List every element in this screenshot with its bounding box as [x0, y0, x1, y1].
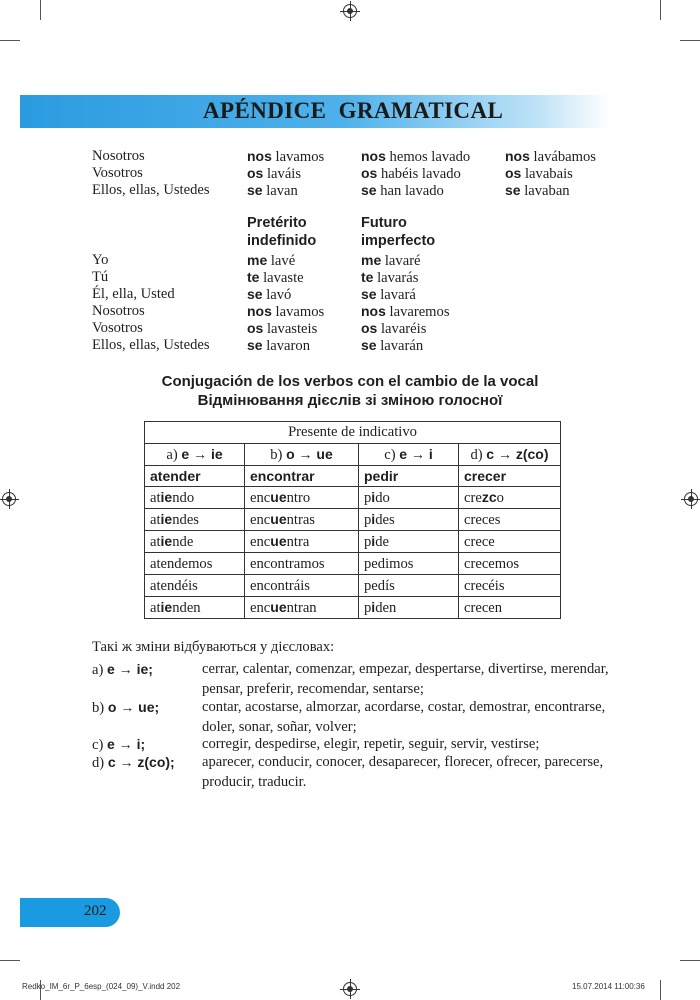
form-part: at — [150, 600, 161, 617]
verb-form: hemos lavado — [385, 149, 471, 165]
verb-form: lavabais — [521, 166, 573, 182]
tense-header-futuro — [361, 214, 435, 250]
verb-form: lavamos — [271, 149, 325, 165]
conjugated-form — [459, 509, 561, 531]
verb-form: lavaremos — [385, 304, 450, 320]
infinitive: pedir — [359, 465, 459, 487]
conjugated-form — [145, 597, 245, 619]
pronoun: os — [361, 165, 378, 181]
form-part: o — [496, 490, 504, 507]
form-part: p — [364, 512, 372, 529]
table-row — [145, 531, 561, 553]
verb-form: lavábamos — [529, 149, 596, 165]
registration-mark-icon — [343, 4, 357, 18]
pronoun: se — [247, 182, 263, 198]
pronoun: me — [247, 252, 268, 268]
verb-form: lavó — [262, 287, 292, 303]
form-part: p — [364, 490, 372, 507]
pronoun: me — [361, 252, 382, 268]
form-part: enc — [250, 512, 271, 529]
pronoun: os — [247, 320, 264, 336]
stem-change: ue — [270, 599, 287, 616]
form-part: encontráis — [250, 578, 310, 595]
conjugation-body — [145, 487, 561, 619]
conjugated-form — [359, 509, 459, 531]
form-part: den — [375, 600, 397, 617]
crop-mark-top-right — [660, 0, 661, 20]
note-letter: b) — [92, 700, 108, 716]
tense-header-line: Futuro — [361, 215, 407, 231]
note-change: e → i; — [107, 736, 146, 752]
form-part: at — [150, 512, 161, 529]
pronoun: nos — [361, 148, 386, 164]
form-part: nde — [172, 534, 194, 551]
header-label: d) — [470, 446, 487, 463]
form-part: de — [375, 534, 389, 551]
notes-intro: Такі ж зміни відбуваються у дієсловах: — [92, 639, 335, 655]
column-header — [245, 443, 359, 465]
form-part: enc — [250, 490, 271, 507]
header-change: c → z(co) — [486, 445, 549, 462]
stem-change: i — [371, 533, 376, 550]
table-caption: Presente de indicativo — [145, 422, 561, 444]
note-verbs: corregir, despedirse, elegir, repetir, seguir, servir, vestirse; — [202, 736, 540, 752]
person: Nosotros — [92, 148, 145, 164]
note-letter: a) — [92, 662, 107, 678]
stem-change: ie — [160, 533, 173, 550]
conjugated-form — [245, 531, 359, 553]
conjugated-form — [459, 531, 561, 553]
footer-file: Redko_IM_6r_P_6esp_(024_09)_V.indd 202 — [22, 982, 181, 991]
column-header — [459, 443, 561, 465]
conjugated-form — [359, 575, 459, 597]
conjugated-form — [245, 487, 359, 509]
person: Tú — [92, 269, 109, 285]
form-part: cre — [464, 490, 482, 507]
pronoun: os — [361, 320, 378, 336]
table-caption-row — [145, 422, 561, 444]
conjugated-form — [459, 597, 561, 619]
header-change: e → i — [399, 445, 433, 462]
infinitive: encontrar — [245, 465, 359, 487]
form-part: enc — [250, 600, 271, 617]
form-part: nden — [172, 600, 201, 617]
stem-change: ie — [160, 489, 173, 506]
verb-form: lavé — [267, 253, 296, 269]
note-letter: d) — [92, 755, 108, 771]
verb-form: lavaron — [262, 338, 310, 354]
pronoun: se — [247, 337, 263, 353]
form-part: ndo — [172, 490, 195, 507]
conjugated-form — [359, 487, 459, 509]
form-part: atendéis — [150, 578, 198, 595]
form-part: crecemos — [464, 556, 520, 573]
form-part: enc — [250, 534, 271, 551]
note-verbs: contar, acostarse, almorzar, acordarse, costar, demostrar, encontrarse, doler, sonar, soñar, volver; — [202, 699, 606, 735]
stem-change: zc — [481, 489, 497, 506]
form-part: ntran — [286, 600, 317, 617]
form-part: pedimos — [364, 556, 414, 573]
form-part: ndes — [172, 512, 199, 529]
form-part: crecen — [464, 600, 503, 617]
pronoun: se — [505, 182, 521, 198]
pronoun: nos — [361, 303, 386, 319]
form-part: creces — [464, 512, 501, 529]
person: Ellos, ellas, Ustedes — [92, 337, 210, 353]
stem-change: ie — [160, 511, 173, 528]
conjugation-table — [144, 421, 561, 619]
note-letter: c) — [92, 737, 107, 753]
note-label — [92, 660, 153, 681]
header-label: a) — [166, 446, 182, 463]
form-part: pedís — [364, 578, 395, 595]
verb-form: lavaréis — [377, 321, 427, 337]
form-part: encontramos — [250, 556, 325, 573]
crop-mark-top-right-h — [680, 40, 700, 41]
note-verbs: cerrar, calentar, comenzar, empezar, despertarse, divertirse, merendar, pensar, preferir, recomendar, sentarse; — [202, 661, 609, 697]
form-part: crece — [464, 534, 495, 551]
person: Él, ella, Usted — [92, 286, 175, 302]
verb-form: lavaré — [381, 253, 421, 269]
verb-form: lavará — [376, 287, 416, 303]
form-part: do — [375, 490, 390, 507]
verb-form: lavasteis — [263, 321, 318, 337]
pronoun: nos — [505, 148, 530, 164]
pronoun: nos — [247, 303, 272, 319]
table-row — [145, 487, 561, 509]
person: Yo — [92, 252, 109, 268]
stem-change: ue — [270, 533, 287, 550]
note-change: e → ie; — [107, 661, 153, 677]
table-row — [145, 597, 561, 619]
person: Vosotros — [92, 320, 143, 336]
conjugated-form — [245, 509, 359, 531]
note-label — [92, 753, 175, 774]
verb-form: han lavado — [376, 183, 444, 199]
registration-mark-icon — [684, 492, 698, 506]
page-number-badge — [20, 898, 120, 927]
form-part: des — [375, 512, 395, 529]
stem-change: i — [371, 511, 376, 528]
pronoun: nos — [247, 148, 272, 164]
conjugated-form — [145, 553, 245, 575]
title-band — [20, 95, 610, 128]
note-label — [92, 698, 159, 719]
pronoun: se — [361, 182, 377, 198]
tense-header-line: Pretérito — [247, 215, 307, 231]
pronoun: te — [361, 269, 374, 285]
stem-change: i — [371, 489, 376, 506]
header-label: b) — [270, 446, 287, 463]
footer-date: 15.07.2014 11:00:36 — [572, 982, 645, 991]
tense-header-preterito — [247, 214, 316, 250]
infinitive: atender — [145, 465, 245, 487]
table-header-row — [145, 443, 561, 465]
form-part: at — [150, 490, 161, 507]
person: Ellos, ellas, Ustedes — [92, 182, 210, 198]
conjugated-form — [245, 575, 359, 597]
crop-mark-top-left-h — [0, 40, 20, 41]
page-number: 202 — [84, 903, 107, 919]
crop-mark-bottom-right — [660, 980, 661, 1000]
conjugated-form — [145, 575, 245, 597]
header-change: e → ie — [181, 445, 223, 462]
verb-form: lavan — [262, 183, 298, 199]
person: Nosotros — [92, 303, 145, 319]
column-header — [145, 443, 245, 465]
stem-change: ue — [270, 511, 287, 528]
section-title-ua: Відмінювання дієслів зі зміною голосної — [197, 392, 503, 409]
verb-form: lavarán — [376, 338, 424, 354]
conjugated-form — [359, 531, 459, 553]
conjugated-form — [459, 487, 561, 509]
verb-form: laváis — [263, 166, 302, 182]
conjugated-form — [245, 553, 359, 575]
conjugated-form — [245, 597, 359, 619]
pronoun: os — [247, 165, 264, 181]
form-part: at — [150, 534, 161, 551]
column-header — [359, 443, 459, 465]
form-part: p — [364, 600, 372, 617]
conjugated-form — [359, 597, 459, 619]
note-verbs: aparecer, conducir, conocer, desaparecer, florecer, ofrecer, parecerse, producir, traducir. — [202, 754, 604, 790]
verb-form: lavaste — [259, 270, 304, 286]
form-part: ntras — [286, 512, 315, 529]
pronoun: se — [361, 286, 377, 302]
note-change: o → ue; — [107, 699, 160, 715]
conjugated-form — [145, 509, 245, 531]
person: Vosotros — [92, 165, 143, 181]
verb-form: lavaban — [520, 183, 570, 199]
crop-mark-bottom-right-h — [680, 960, 700, 961]
stem-change: ie — [160, 599, 173, 616]
table-row — [145, 575, 561, 597]
infinitive: crecer — [459, 465, 561, 487]
pronoun: se — [361, 337, 377, 353]
pronoun: os — [505, 165, 522, 181]
verb-form: lavamos — [271, 304, 325, 320]
tense-header-line: imperfecto — [361, 233, 436, 249]
registration-mark-icon — [343, 982, 357, 996]
table-row — [145, 553, 561, 575]
crop-mark-bottom-left-h — [0, 960, 20, 961]
registration-mark-icon — [2, 492, 16, 506]
conjugated-form — [459, 553, 561, 575]
form-part: atendemos — [150, 556, 213, 573]
pronoun: te — [247, 269, 260, 285]
header-label: c) — [384, 446, 400, 463]
page-title: APÉNDICE GRAMATICAL — [203, 98, 504, 123]
conjugated-form — [459, 575, 561, 597]
note-change: c → z(co); — [107, 754, 175, 770]
form-part: ntro — [286, 490, 311, 507]
crop-mark-top-left — [40, 0, 41, 20]
header-change: o → ue — [286, 445, 333, 462]
form-part: p — [364, 534, 372, 551]
form-part: crecéis — [464, 578, 505, 595]
conjugated-form — [145, 487, 245, 509]
tense-header-line: indefinido — [247, 233, 317, 249]
conjugated-form — [359, 553, 459, 575]
verb-form: lavarás — [373, 270, 419, 286]
form-part: ntra — [286, 534, 310, 551]
table-row — [145, 509, 561, 531]
stem-change: ue — [270, 489, 287, 506]
section-title-es: Conjugación de los verbos con el cambio de la vocal — [161, 373, 539, 390]
stem-change: i — [371, 599, 376, 616]
conjugated-form — [145, 531, 245, 553]
infinitive-row — [145, 465, 561, 487]
verb-form: habéis lavado — [377, 166, 461, 182]
pronoun: se — [247, 286, 263, 302]
